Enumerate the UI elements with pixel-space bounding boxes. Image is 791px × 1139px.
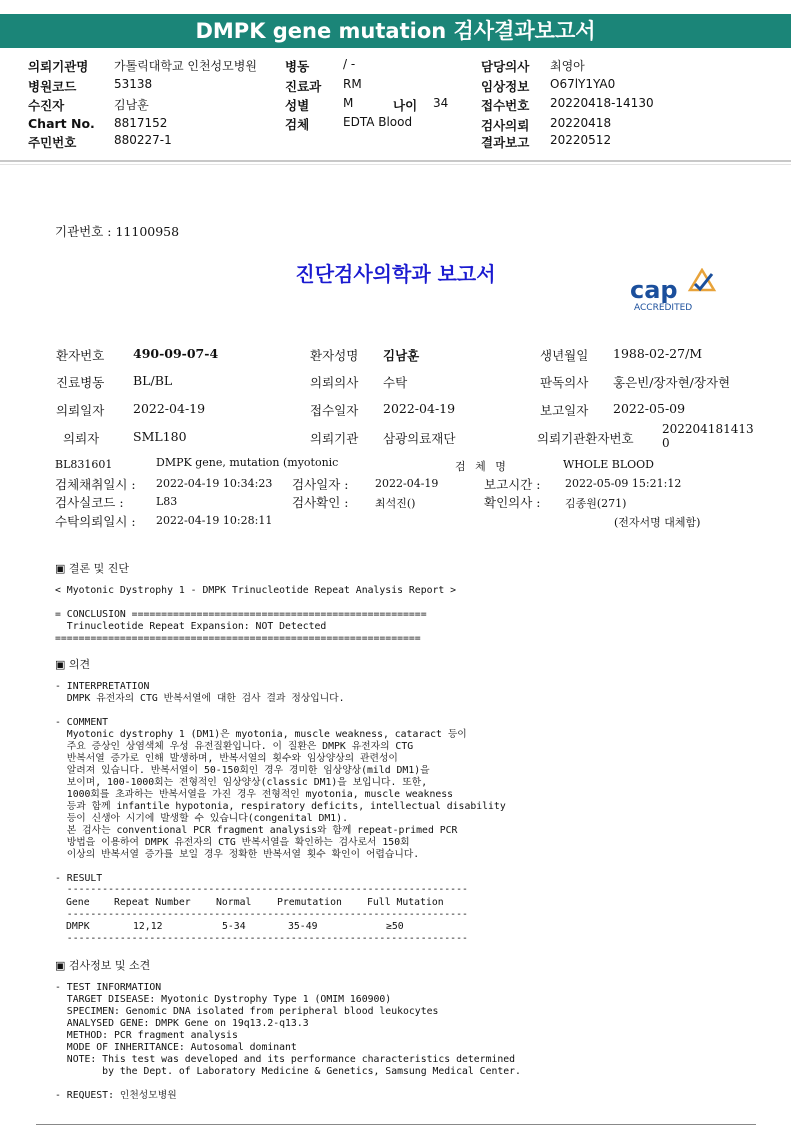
field-label: 의뢰의사 [310, 375, 359, 390]
table-cell: 35-49 [288, 921, 318, 932]
field-label: 생년월일 [540, 348, 589, 363]
hdr-value: RM [343, 77, 362, 91]
table-header: Normal [216, 897, 252, 908]
divider [0, 160, 791, 162]
table-cell: DMPK [66, 921, 90, 932]
field-value: BL/BL [133, 373, 173, 388]
svg-text:cap: cap [630, 276, 678, 304]
test-name: DMPK gene, mutation (myotonic [156, 456, 339, 469]
field-label: 보고시간 : [484, 477, 541, 492]
field-value: 2022-04-19 [375, 477, 439, 490]
table-header: Repeat Number [114, 897, 191, 908]
hdr-label: 수진자 [28, 98, 65, 113]
field-label: 의뢰기관 [310, 431, 359, 446]
divider [0, 164, 791, 165]
section-heading: ▣ 결론 및 진단 [55, 562, 130, 575]
field-label: 의뢰일자 [56, 403, 105, 418]
field-label: 진료병동 [56, 375, 105, 390]
test-code: BL831601 [55, 458, 113, 471]
field-value: 수탁 [383, 375, 408, 390]
field-label: 의뢰기관환자번호 [537, 431, 634, 446]
hdr-label: 성별 [285, 98, 310, 113]
field-value: 2022-05-09 15:21:12 [565, 477, 682, 490]
hdr-value: O67lY1YA0 [550, 77, 616, 91]
hdr-label: 주민번호 [28, 135, 77, 150]
hdr-value: 53138 [114, 77, 153, 91]
field-value: 최석진() [375, 497, 416, 510]
patient-number: 490-09-07-4 [133, 346, 219, 361]
test-info-block: - TEST INFORMATION TARGET DISEASE: Myotonic Dystrophy Type 1 (OMIM 160900) SPECIMEN: Genomic DNA isolated from peripheral blood leukocytes ANALYSED GENE: DMPK Gene on 19q13.2-q13.3 METHOD: PCR fragment analysis MODE OF INHERITANCE: Autosomal dominant NOTE: This test was developed and its performance characteristics determined by the Dept. of Laboratory Medicine & Genetics, Samsung Medical Center. - REQUEST: 인천성모병원 [55, 982, 521, 1101]
conclusion-block: < Myotonic Dystrophy 1 - DMPK Trinucleotide Repeat Analysis Report > = CONCLUSION ================================================== Trinucleotide Repeat Expansion: NOT Detected ============================================================== [55, 585, 457, 644]
field-value: WHOLE BLOOD [563, 458, 654, 471]
cap-accredited-logo [628, 268, 728, 318]
hdr-label: 검체 [285, 117, 310, 132]
divider [36, 1124, 756, 1125]
table-header: Premutation [277, 897, 342, 908]
hdr-label: 의뢰기관명 [28, 59, 89, 74]
field-value: 김종원(271) [565, 497, 627, 510]
table-cell: ≥50 [386, 921, 404, 932]
opinion-block: - INTERPRETATION DMPK 유전자의 CTG 반복서열에 대한 검사 결과 정상입니다. - COMMENT Myotonic dystrophy 1 (DM1)은 myotonia, muscle weakness, cataract 등이 주요 증상인 상염색체 우성 유전질환입니다. 이 질환은 DMPK 유전자의 CTG 반복서열 증가로 인해 발생하며, 반복서열의 횟수와 임상양상의 관련성이 알려져 있습니다. 반복서열이 50-150회인 경우 경미한 임상양상(mild DM1)을 보이며, 100-1000회는 전형적인 임상양상(classic DM1)을 보입니다. 또한, 1000회를 초과하는 반복서열을 가진 경우 전형적인 myotonia, muscle weakness 등과 함께 infantile hypotonia, respiratory deficits, intellectual disability 등이 신생아 시기에 발생할 수 있습니다(congenital DM1). 본 검사는 conventional PCR fragment analysis와 함께 repeat-primed PCR 방법을 이용하여 DMPK 유전자의 CTG 반복서열을 확인하는 검사로서 150회 이상의 반복서열 증가를 보일 경우 정확한 반복서열 횟수 확인이 어렵습니다. [55, 681, 506, 860]
field-label: 검체채취일시 : [55, 477, 136, 492]
field-label: 환자성명 [310, 348, 359, 363]
report-heading: 진단검사의학과 보고서 [295, 262, 496, 286]
field-label: 검사확인 : [292, 495, 349, 510]
hdr-value: 8817152 [114, 116, 168, 130]
field-value: 2022-04-19 [383, 401, 456, 416]
section-heading: ▣ 의견 [55, 658, 91, 671]
hdr-label: 임상정보 [481, 79, 530, 94]
table-header: Gene [66, 897, 90, 908]
institution-number: 기관번호 : 11100958 [55, 224, 180, 239]
field-label: 의뢰자 [63, 431, 100, 446]
field-value: L83 [156, 495, 178, 508]
hdr-value: 20220418 [550, 116, 612, 130]
hdr-label: 담당의사 [481, 59, 530, 74]
hdr-value: 김남훈 [114, 98, 149, 112]
hdr-value: M [343, 96, 354, 110]
field-label: 수탁의뢰일시 : [55, 514, 136, 529]
hdr-label: 병동 [285, 59, 310, 74]
field-label: 검사실코드 : [55, 495, 124, 510]
field-value: 2022-04-19 10:34:23 [156, 477, 273, 490]
hdr-value: / - [343, 57, 356, 71]
table-rule: -------------------------------------------------------------------- [55, 909, 468, 920]
field-value: 0 [662, 436, 670, 450]
field-label: 보고일자 [540, 403, 589, 418]
field-value: 2022-04-19 [133, 401, 206, 416]
hdr-value: 20220512 [550, 133, 612, 147]
table-header: Full Mutation [367, 897, 444, 908]
field-label: 검 체 명 [455, 460, 506, 473]
field-label: 확인의사 : [484, 495, 541, 510]
result-heading: - RESULT [55, 873, 103, 884]
field-value: SML180 [133, 429, 187, 444]
section-heading: ▣ 검사정보 및 소견 [55, 959, 151, 972]
hdr-value: 34 [433, 96, 449, 110]
hdr-label: 접수번호 [481, 98, 530, 113]
field-label: 검사일자 : [292, 477, 349, 492]
hdr-label: Chart No. [28, 116, 95, 131]
field-value: 삼광의료재단 [383, 431, 456, 446]
report-title-bar [0, 14, 791, 48]
field-value: 2022-04-19 10:28:11 [156, 514, 273, 527]
hdr-value: 20220418-14130 [550, 96, 654, 110]
field-label: 접수일자 [310, 403, 359, 418]
field-label: 판독의사 [540, 375, 589, 390]
table-rule: -------------------------------------------------------------------- [55, 884, 468, 895]
table-cell: 12,12 [133, 921, 163, 932]
field-label: 환자번호 [56, 348, 105, 363]
field-value: 202204181413 [662, 422, 754, 436]
svg-text:ACCREDITED: ACCREDITED [634, 303, 693, 313]
hdr-value: 880227-1 [114, 133, 172, 147]
hdr-label: 병원코드 [28, 79, 77, 94]
hdr-value: 가톨릭대학교 인천성모병원 [114, 59, 257, 73]
table-rule: -------------------------------------------------------------------- [55, 933, 468, 944]
field-value: 1988-02-27/M [613, 346, 703, 361]
hdr-label: 나이 [393, 98, 418, 113]
table-cell: 5-34 [222, 921, 246, 932]
hdr-value: EDTA Blood [343, 115, 413, 129]
esign-note: (전자서명 대체함) [614, 516, 701, 529]
hdr-label: 진료과 [285, 79, 322, 94]
hdr-label: 검사의뢰 [481, 118, 530, 133]
field-value: 홍은빈/장자현/장자현 [613, 375, 731, 390]
report-title: DMPK gene mutation 검사결과보고서 [195, 19, 596, 43]
hdr-value: 최영아 [550, 59, 585, 73]
patient-name: 김남훈 [383, 348, 420, 363]
hdr-label: 결과보고 [481, 135, 530, 150]
field-value: 2022-05-09 [613, 401, 686, 416]
